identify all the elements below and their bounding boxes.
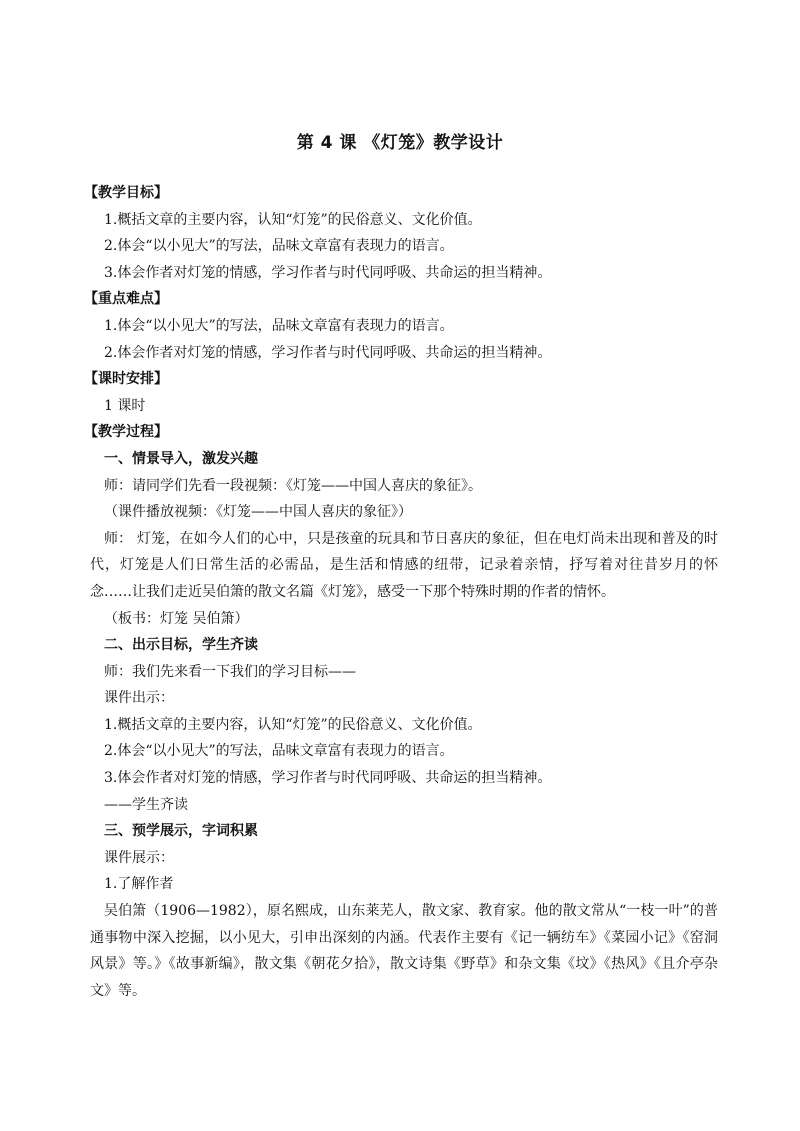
key-point-item: 1.体会“以小见大”的写法，品味文章富有表现力的语言。 (104, 317, 454, 334)
page-title: 第 4 课 《灯笼》教学设计 (296, 133, 504, 153)
schedule-heading: 【课时安排】 (84, 371, 168, 388)
part2-line: 师：我们先来看一下我们的学习目标—— (104, 663, 356, 680)
part1-line: 师：请同学们先看一段视频：《灯笼——中国人喜庆的象征》。 (104, 477, 482, 494)
part1-title: 一、情景导入，激发兴趣 (104, 450, 258, 467)
schedule-value: 1 课时 (104, 397, 146, 414)
part2-line: 3.体会作者对灯笼的情感，学习作者与时代同呼吸、共命运的担当精神。 (104, 770, 552, 787)
objective-item: 2.体会“以小见大”的写法，品味文章富有表现力的语言。 (104, 238, 454, 255)
key-point-item: 2.体会作者对灯笼的情感，学习作者与时代同呼吸、共命运的担当精神。 (104, 344, 552, 361)
document-body (84, 180, 718, 1004)
objective-item: 1.概括文章的主要内容，认知“灯笼”的民俗意义、文化价值。 (104, 211, 482, 228)
part1-board: （板书：灯笼 吴伯箫） (104, 610, 249, 627)
part3-title: 三、预学展示，字词积累 (104, 823, 258, 840)
part2-line: ——学生齐读 (104, 796, 188, 813)
part2-line: 2.体会“以小见大”的写法，品味文章富有表现力的语言。 (104, 743, 454, 760)
part2-line: 1.概括文章的主要内容，认知“灯笼”的民俗意义、文化价值。 (104, 716, 482, 733)
part1-line: （课件播放视频：《灯笼——中国人喜庆的象征》） (104, 504, 412, 521)
part3-paragraph: 吴伯箫（1906—1982），原名熙成，山东莱芜人，散文家、教育家。他的散文常从“一枝一叶”的普通事物中深入挖掘，以小见大，引申出深刻的内涵。代表作主要有《记一辆纺车》《菜园小记》《窑洞风景》等。》《故事新编》，散文集《朝花夕拾》，散文诗集《野草》和杂文集《坟》《热风》《且介亭杂文》等。 (90, 903, 718, 999)
key-points-heading: 【重点难点】 (84, 291, 168, 308)
process-heading: 【教学过程】 (84, 424, 168, 441)
part2-title: 二、出示目标，学生齐读 (104, 637, 258, 654)
part3-line: 课件展示： (104, 849, 174, 866)
part3-line: 1.了解作者 (104, 876, 174, 893)
part1-paragraph: 师： 灯笼，在如今人们的心中，只是孩童的玩具和节日喜庆的象征，但在电灯尚未出现和普及的时代，灯笼是人们日常生活的必需品，是生活和情感的纽带，记录着亲情，抒写着对往昔岁月的怀念……让我们走近吴伯箫的散文名篇《灯笼》，感受一下那个特殊时期的作者的情怀。 (90, 530, 718, 600)
part2-line: 课件出示： (104, 690, 174, 707)
objective-item: 3.体会作者对灯笼的情感，学习作者与时代同呼吸、共命运的担当精神。 (104, 264, 552, 281)
objectives-heading: 【教学目标】 (84, 185, 168, 201)
